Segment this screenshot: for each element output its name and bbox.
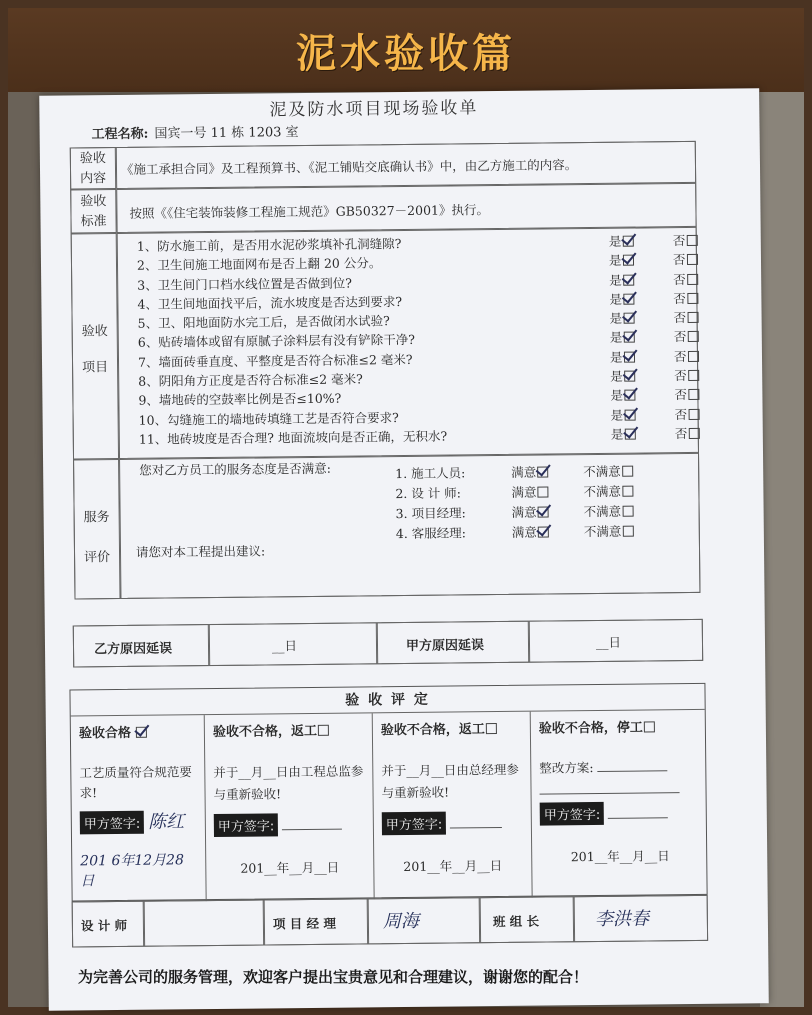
service-role-row (395, 462, 633, 484)
yes-option[interactable] (609, 270, 673, 290)
yes-option[interactable] (610, 386, 674, 406)
rework-2-text: 并于__月__日由总经理参与重新验收! (381, 761, 519, 801)
team-lead-signature: 李洪春 (574, 895, 708, 942)
stop-checkbox[interactable] (644, 721, 655, 732)
unsatisfied-checkbox[interactable] (622, 466, 633, 477)
party-b-delay-value: __日 (209, 622, 377, 666)
unsatisfied-label: 不满意 (583, 503, 622, 520)
service-role-name: 4. 客服经理: (395, 525, 467, 542)
pass-checkbox[interactable] (136, 727, 147, 738)
checklist-item-text: 9、墙地砖的空鼓率比例是否≤10%? (138, 391, 342, 409)
footer-note: 为完善公司的服务管理，欢迎客户提出宝贵意见和合理建议，谢谢您的配合！ (78, 968, 589, 986)
rework-1-text: 并于__月__日由工程总监参与重新验收! (213, 763, 364, 803)
rework-1-label: 验收不合格，返工 (212, 723, 317, 741)
assessment-stop (531, 710, 709, 898)
no-option[interactable] (675, 423, 739, 443)
stop-label: 验收不合格，停工 (538, 720, 643, 737)
yes-checkbox[interactable] (623, 332, 634, 343)
yes-label: 是 (609, 330, 623, 346)
satisfied-label: 满意 (511, 484, 537, 500)
yes-checkbox[interactable] (624, 371, 635, 382)
satisfied-label: 满意 (511, 504, 537, 520)
satisfied-checkbox[interactable] (537, 486, 548, 497)
no-option[interactable] (673, 308, 737, 328)
checklist-item-text: 7、墙面砖垂直度、平整度是否符合标准≤2 毫米? (137, 351, 413, 370)
rework-2-label: 验收不合格，返工 (380, 722, 485, 739)
no-option[interactable] (673, 288, 737, 308)
yes-checkbox[interactable] (623, 313, 634, 324)
yes-label: 是 (609, 291, 622, 307)
yes-option[interactable] (611, 405, 675, 425)
checklist (137, 230, 739, 449)
acceptance-form (39, 88, 769, 1010)
checklist-item-text: 1、防水施工前，是否用水泥砂浆填补孔洞缝隙? (136, 236, 402, 254)
yes-option[interactable] (609, 289, 673, 309)
party-a-delay-value: __日 (529, 619, 703, 663)
content-text: 《施工承担合同》及工程预算书、《泥工铺贴交底确认书》中，由乙方施工的内容。 (116, 141, 696, 189)
rework-2-sign-label: 甲方签字: (382, 812, 447, 836)
yes-checkbox[interactable] (623, 293, 634, 304)
pm-label: 项 目 经 理 (264, 898, 368, 945)
service-question: 您对乙方员工的服务态度是否满意: (139, 460, 331, 478)
service-role-row (396, 522, 634, 544)
satisfied-checkbox[interactable] (537, 466, 548, 477)
no-checkbox[interactable] (687, 293, 698, 304)
checklist-item-text: 6、贴砖墙体或留有原腻子涂料层有没有铲除干净? (137, 332, 416, 351)
rework-1-sign-label: 甲方签字: (214, 813, 279, 837)
yes-option[interactable] (609, 231, 673, 251)
project-value: 国宾一号 11 栋 1203 室 (154, 125, 299, 142)
checklist-item-text: 3、卫生间门口档水线位置是否做到位? (137, 275, 352, 293)
unsatisfied-option[interactable] (584, 524, 634, 540)
rework-2-checkbox[interactable] (486, 723, 497, 734)
no-checkbox[interactable] (688, 370, 699, 381)
items-label-2: 项目 (81, 360, 109, 376)
no-option[interactable] (674, 385, 738, 405)
no-label: 否 (673, 290, 686, 307)
satisfied-label: 满意 (511, 524, 537, 540)
service-role-row (395, 482, 633, 504)
checklist-item-text: 11、地砖坡度是否合理? 地面流坡向是否正确，无积水? (138, 428, 448, 447)
checklist-item-text: 10、勾缝施工的墙地砖填缝工艺是否符合要求? (138, 409, 399, 428)
checklist-item-text: 2、卫生间施工地面网布是否上翻 20 公分。 (136, 255, 382, 274)
yes-checkbox[interactable] (623, 274, 634, 285)
assessment-title: 验 收 评 定 (70, 684, 704, 717)
yes-label: 是 (610, 368, 623, 384)
service-label (73, 459, 120, 599)
service-role-name: 1. 施工人员: (395, 465, 466, 482)
no-label: 否 (674, 387, 687, 403)
rework-1-date: 201__年__月__日 (240, 859, 340, 876)
yes-checkbox[interactable] (622, 236, 633, 247)
no-option[interactable] (674, 404, 738, 424)
no-checkbox[interactable] (687, 351, 698, 362)
no-option[interactable] (674, 366, 738, 386)
no-label: 否 (673, 271, 686, 287)
pm-signature: 周海 (368, 897, 480, 944)
unsatisfied-label: 不满意 (583, 463, 621, 480)
no-option[interactable] (673, 269, 737, 289)
unsatisfied-option[interactable] (584, 504, 634, 520)
project-name (92, 121, 299, 142)
no-checkbox[interactable] (688, 409, 699, 420)
content-label-1: 验收 (79, 151, 106, 167)
items-label (71, 233, 119, 459)
no-checkbox[interactable] (687, 312, 698, 323)
yes-checkbox[interactable] (624, 409, 635, 420)
yes-label: 是 (609, 349, 623, 365)
rework-1-checkbox[interactable] (318, 725, 329, 736)
designer-label: 设 计 师 (72, 901, 144, 948)
no-checkbox[interactable] (686, 254, 697, 265)
satisfied-label: 满意 (511, 464, 537, 480)
no-option[interactable] (674, 346, 738, 366)
pass-text: 工艺质量符合规范要求! (79, 764, 192, 801)
project-label: 工程名称: (91, 126, 149, 143)
service-role-row (396, 502, 634, 524)
assessment-table (69, 683, 707, 902)
no-option[interactable] (674, 327, 738, 347)
standard-label (70, 189, 116, 233)
content-label (70, 147, 116, 189)
yes-option[interactable] (609, 250, 673, 270)
yes-checkbox[interactable] (622, 255, 633, 266)
no-checkbox[interactable] (688, 428, 699, 439)
no-option[interactable] (673, 250, 737, 270)
unsatisfied-checkbox[interactable] (622, 486, 633, 497)
pass-label: 验收合格 (78, 725, 132, 742)
yes-option[interactable] (610, 366, 674, 386)
standard-label-2: 标准 (80, 214, 107, 230)
no-label: 否 (673, 310, 687, 326)
no-checkbox[interactable] (686, 235, 697, 246)
service-label-1: 服务 (83, 510, 110, 526)
team-lead-label: 班 组 长 (480, 896, 574, 943)
yes-label: 是 (610, 388, 623, 404)
assessment-rework-2 (373, 712, 533, 900)
yes-label: 是 (608, 233, 622, 249)
banner-title: 泥水验收篇 (296, 30, 516, 77)
pass-signature: 陈红 (148, 811, 185, 833)
no-label: 否 (672, 252, 686, 268)
satisfied-checkbox[interactable] (538, 506, 549, 517)
service-role-name: 3. 项目经理: (395, 505, 466, 522)
no-label: 否 (673, 329, 687, 345)
service-role-name: 2. 设 计 师: (395, 485, 462, 502)
satisfied-option[interactable] (512, 502, 584, 523)
no-label: 否 (673, 348, 687, 364)
checklist-item-text: 5、卫、阳地面防水完工后，是否做闭水试验? (137, 313, 390, 331)
no-checkbox[interactable] (688, 389, 699, 400)
standard-label-1: 验收 (80, 194, 107, 210)
service-suggestion: 请您对本工程提出建议: (135, 543, 266, 560)
no-option[interactable] (673, 230, 737, 250)
no-checkbox[interactable] (687, 331, 698, 342)
unsatisfied-option[interactable] (583, 484, 633, 500)
unsatisfied-checkbox[interactable] (622, 506, 633, 517)
standard-text: 按照《《住宅装饰装修工程施工规范》GB50327－2001》执行。 (116, 183, 696, 233)
satisfied-option[interactable] (512, 522, 584, 543)
no-label: 否 (674, 368, 687, 384)
stop-text: 整改方案: (539, 760, 594, 776)
yes-checkbox[interactable] (623, 351, 634, 362)
items-label-1: 验收 (81, 324, 108, 340)
yes-option[interactable] (610, 328, 674, 348)
party-a-delay-label: 甲方原因延误 (377, 621, 529, 665)
checklist-item-text: 4、卫生间地面找平后，流水坡度是否达到要求? (137, 293, 403, 312)
no-label: 否 (674, 425, 688, 442)
assessment-pass (71, 715, 207, 902)
yes-option[interactable] (609, 308, 673, 328)
no-checkbox[interactable] (687, 274, 698, 285)
yes-option[interactable] (610, 347, 674, 367)
yes-label: 是 (609, 310, 623, 327)
designer-signature (144, 899, 264, 946)
yes-label: 是 (610, 426, 624, 442)
pass-sign-label: 甲方签字: (80, 811, 145, 835)
no-label: 否 (672, 233, 686, 249)
pass-date: 201 6年12月28日 (80, 852, 185, 890)
yes-checkbox[interactable] (624, 390, 635, 401)
unsatisfied-label: 不满意 (583, 483, 621, 500)
yes-option[interactable] (611, 424, 675, 444)
form-title: 泥及防水项目现场验收单 (269, 98, 479, 121)
no-label: 否 (674, 406, 688, 422)
assessment-rework-1 (205, 713, 375, 901)
unsatisfied-option[interactable] (583, 464, 633, 480)
service-label-2: 评价 (83, 550, 111, 566)
rework-2-date: 201__年__月__日 (403, 857, 503, 875)
party-b-delay-label: 乙方原因延误 (73, 624, 209, 667)
unsatisfied-label: 不满意 (583, 523, 622, 540)
satisfied-checkbox[interactable] (538, 526, 549, 537)
stop-date: 201__年__月__日 (570, 848, 670, 865)
banner (8, 8, 804, 92)
satisfied-option[interactable] (511, 462, 583, 483)
checklist-item-text: 8、阴阳角方正度是否符合标准≤2 毫米? (138, 371, 363, 389)
unsatisfied-checkbox[interactable] (622, 526, 633, 537)
satisfied-option[interactable] (511, 482, 583, 503)
stop-sign-label: 甲方签字: (540, 802, 605, 826)
yes-label: 是 (610, 407, 624, 423)
yes-label: 是 (608, 253, 622, 269)
yes-checkbox[interactable] (624, 429, 635, 440)
content-label-2: 内容 (80, 171, 107, 187)
yes-label: 是 (609, 272, 622, 288)
